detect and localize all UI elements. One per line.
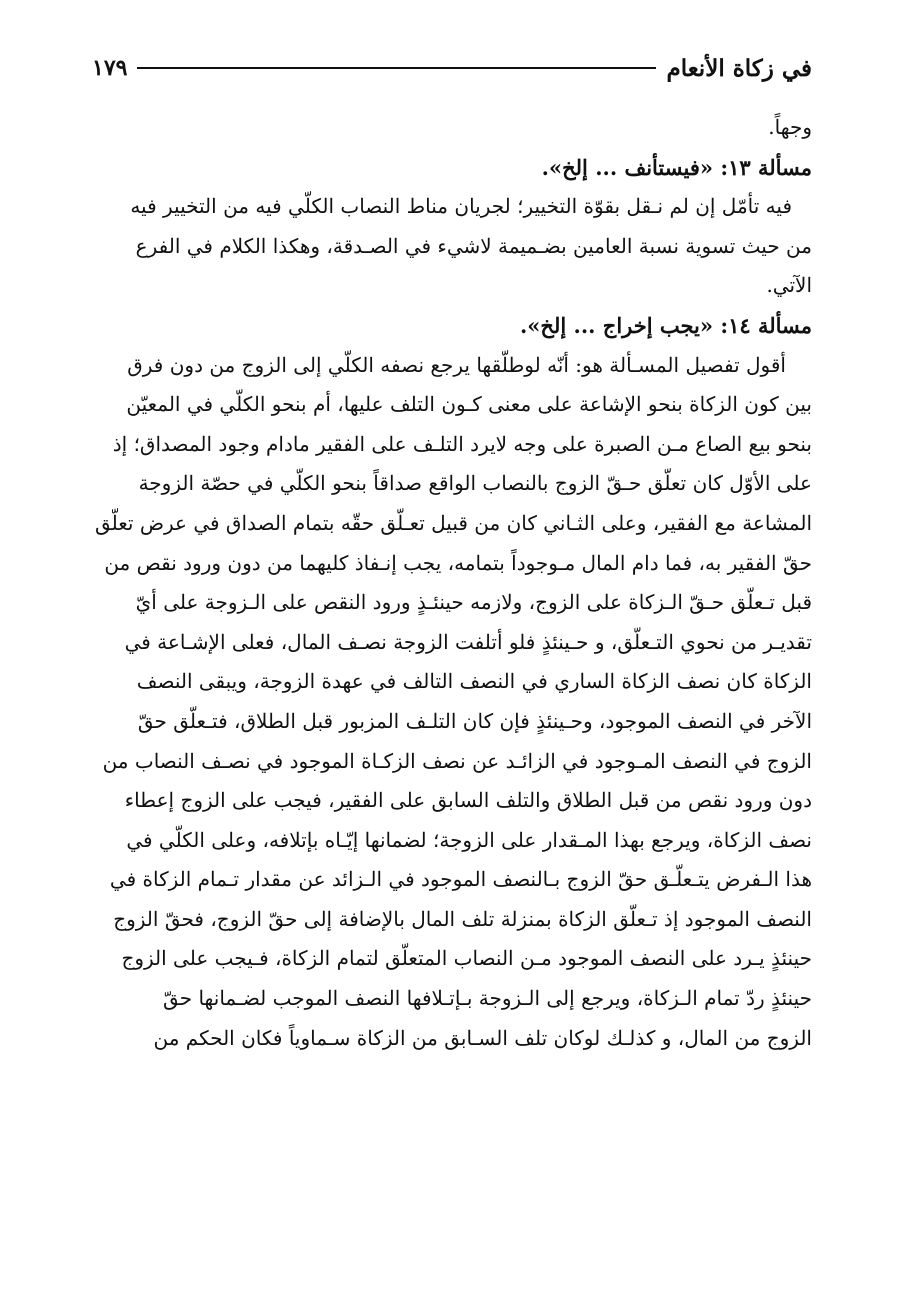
text-line: من حيث تسوية نسبة العامين بضـميمة لاشيء في الصـدقة، وهكذا الكلام في الفرع bbox=[135, 233, 812, 258]
text-line: بنحو بيع الصاع مـن الصبرة على وجه لايرد التلـف على الفقير مادام وجود المصداق؛ إذ bbox=[112, 431, 812, 456]
text-line: الآخر في النصف الموجود، وحـينئذٍ فإن كان التلـف المزبور قبل الطلاق، فتـعلّق حقّ bbox=[137, 708, 812, 733]
text-line: حينئذٍ يـرد على النصف الموجود مـن النصاب المتعلّق لتمام الزكاة، فـيجب على الزوج bbox=[121, 946, 812, 971]
text-line: هذا الـفرض يتـعلّـق حقّ الزوج بـالنصف الموجود في الـزائد عن مقدار تـمام الزكاة في bbox=[109, 867, 812, 892]
running-header bbox=[92, 48, 812, 88]
body-text bbox=[92, 108, 812, 1058]
text-line: حقّ الفقير به، فما دام المال مـوجوداً بتمامه، يجب إنـفاذ كليهما من دون ورود نقص من bbox=[104, 550, 812, 575]
text-line: فيه تأمّل إن لم نـقل بقوّة التخيير؛ لجريان مناط النصاب الكلّي فيه من التخيير فيه bbox=[130, 194, 792, 219]
header-rule bbox=[137, 67, 656, 69]
text-line: تقديـر من نحوي التـعلّق، و حـينئذٍ فلو أتلفت الزوجة نصـف المال، فعلى الإشـاعة في bbox=[124, 629, 812, 654]
text-line: النصف الموجود إذ تـعلّق الزكاة بمنزلة تلف المال بالإضافة إلى حقّ الزوج، فحقّ الزوج bbox=[113, 906, 812, 931]
page-number: ١٧٩ bbox=[92, 55, 128, 81]
text-line: الآتي. bbox=[766, 273, 812, 298]
text-line: الزكاة كان نصف الزكاة الساري في النصف التالف في عهدة الزوجة، ويبقى النصف bbox=[136, 669, 812, 694]
issue-heading: مسألة ١٤: «يجب إخراج ... إلخ». bbox=[519, 312, 812, 338]
text-line: نصف الزكاة، ويرجع بهذا المـقدار على الزوجة؛ لضمانها إيّـاه بإتلافه، وعلى الكلّي في bbox=[126, 827, 812, 852]
text-line: قبل تـعلّق حـقّ الـزكاة على الزوج، ولازمه حينئـذٍ ورود النقص على الـزوجة على أيّ bbox=[135, 590, 812, 615]
text-line: دون ورود نقص من قبل الطلاق والتلف السابق على الفقير، فيجب على الزوج إعطاء bbox=[124, 788, 812, 813]
text-line: على الأوّل كان تعلّق حـقّ الزوج بالنصاب الواقع صداقاً بنحو الكلّي في حصّة الزوجة bbox=[138, 471, 812, 496]
text-line: بين كون الزكاة بنحو الإشاعة على معنى كـون التلف عليها، أم بنحو الكلّي في المعيّن bbox=[126, 392, 812, 417]
text-line: المشاعة مع الفقير، وعلى الثـاني كان من قبيل تعـلّق حقّه بتمام الصداق في عرض تعلّق bbox=[94, 510, 812, 535]
text-line: الزوج في النصف المـوجود في الزائـد عن نصف الزكـاة الموجود في نصـف النصاب من bbox=[102, 748, 812, 773]
issue-heading: مسألة ١٣: «فيستأنف ... إلخ». bbox=[541, 154, 812, 180]
text-line: حينئذٍ ردّ تمام الـزكاة، ويرجع إلى الـزوجة بـإتـلافها النصف الموجب لضـمانها حقّ bbox=[163, 986, 812, 1011]
text-line: وجهاً. bbox=[768, 115, 812, 139]
header-title: في زكاة الأنعام bbox=[666, 54, 812, 82]
text-line: الزوج من المال، و كذلـك لوكان تلف السـابق من الزكاة سـماوياً فكان الحكم من bbox=[153, 1025, 812, 1050]
text-line: أقول تفصيل المسـألة هو: أنّه لوطلّقها يرجع نصفه الكلّي إلى الزوج من دون فرق bbox=[127, 352, 786, 377]
